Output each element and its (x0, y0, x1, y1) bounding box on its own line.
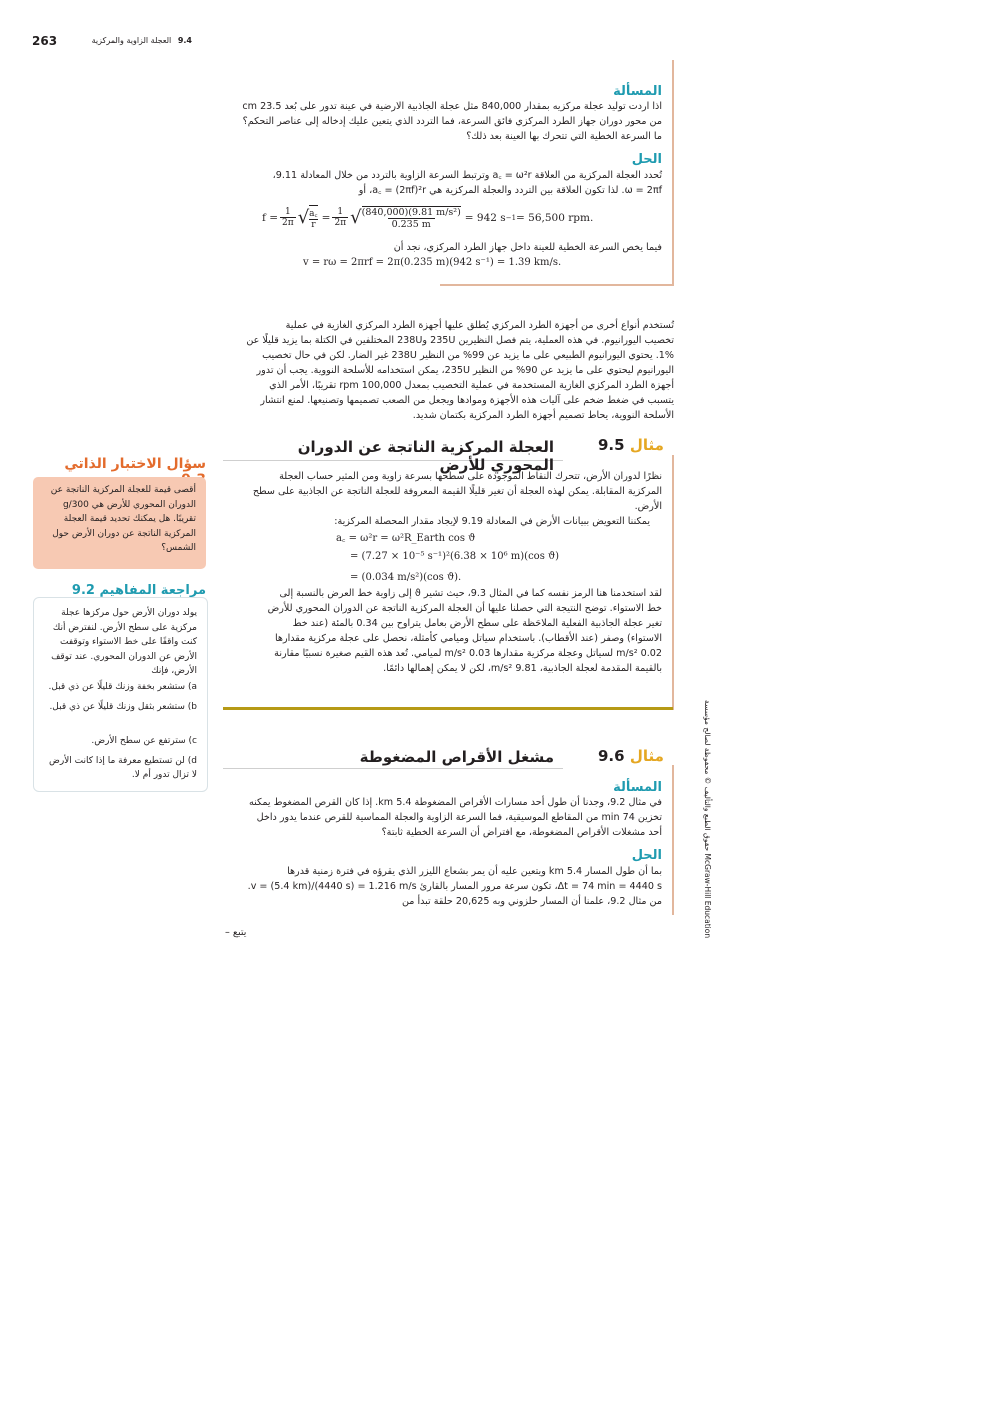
paragraph-line: 1%. يحتوي اليورانيوم الطبيعي على ما يزيد عن 99% من النظير 238U غير الضار. لكن في حال تخصيب (262, 350, 674, 361)
paragraph-line: لقد استخدمنا هنا الرمز نفسه كما في المثال 9.3، حيث تشير ϑ إلى زاوية خط العرض بالنسبة إلى (279, 588, 662, 599)
example-95-intro (222, 469, 662, 529)
example-bottom-rule (440, 284, 674, 286)
text-line: الدوران المحوري للأرض هي g/300 (62, 499, 196, 510)
frac-den: 2π (282, 218, 294, 228)
text-line: مركزية على سطح الأرض. لنفترض أنك (52, 622, 197, 633)
paragraph-line: يتسبب في ضغط ضخم على آليات هذه الأجهزة وموادها ويجعل من الصعب تصميمها وتصنيعها. لمنع انتشار (260, 395, 674, 406)
paragraph-line: الاستواء) وصفر (عند الأقطاب). باستخدام سياتل وميامي كأمثلة، نحصل على عجلة مركزية مقدارها (274, 633, 662, 644)
page-header (32, 34, 192, 50)
page-number: 263 (32, 34, 58, 48)
frac-num: 1 (284, 207, 291, 217)
text-line: تقريبًا. هل يمكنك تحديد قيمة العجلة (63, 514, 196, 524)
frac-den: r (311, 220, 316, 230)
example-95-label (598, 436, 664, 454)
eq-sup: −1 (505, 213, 517, 222)
text-line: المركزية الناتجة عن دوران الأرض حول (52, 528, 196, 539)
self-test-heading: سؤال الاختبار الذاتي (64, 456, 206, 472)
problem-heading: المسألة (613, 84, 662, 99)
text-line: الأرض، فإنك (151, 666, 197, 676)
example-95-side-rule (672, 455, 674, 710)
copyright-credit: حقوق الطبع والتأليف © محفوظة لصالح مؤسسة McGraw-Hill Education (703, 700, 712, 939)
problem-96-text (222, 795, 662, 840)
section-number: 9.4 (177, 36, 192, 45)
example-number: 9.5 (598, 436, 625, 454)
example-number: 9.6 (598, 747, 625, 765)
solution-96-heading: الحل (631, 848, 662, 863)
frac-den: 2π (334, 218, 347, 228)
equation-95-line1: a꜀ = ω²r = ω²R_Earth cos ϑ (336, 533, 476, 544)
equation-95-line2: = (7.27 × 10⁻⁵ s⁻¹)²(6.38 × 10⁶ m)(cos ϑ) (350, 551, 560, 562)
text-line: يولد دوران الأرض حول مركزها عجلة (61, 608, 197, 618)
frac-num: (840,000)(9.81 m/s²) (361, 206, 461, 218)
paragraph-line: الأرض. (634, 501, 662, 512)
option-text: ستشعر بثقل وزنك قليلًا عن ذي قبل. (49, 702, 185, 712)
example-96-side-rule (672, 765, 674, 915)
paragraph-line: المركزية المقابلة. يمكن لهذه العجلة أن تغير قليلًا القيمة المعروفة للعجلة الناتجة عن الجاذبية على سطح (252, 486, 662, 497)
frac-den: 0.235 m (388, 218, 435, 230)
paragraph-line: من مثال 9.2، علمنا أن المسار حلزوني وبه 20,625 حلقة تبدأ من (401, 896, 662, 907)
example-label: مثال (629, 747, 664, 765)
text-line: الشمس؟ (161, 543, 196, 553)
equation-linear-speed: v = rω = 2πrf = 2π(0.235 m)(942 s⁻¹) = 1.39 km/s. (303, 257, 562, 268)
concept-review-stem (34, 598, 207, 679)
solution-line: تُحدد العجلة المركزية من العلاقة a꜀ = ω²r وترتبط السرعة الزاوية بالتردد من خلال المعادلة 9.11، (272, 170, 662, 181)
option-text: ستشعر بخفة وزنك قليلًا عن ذي قبل. (48, 682, 186, 692)
radical-numeric (362, 206, 461, 230)
paragraph-line: Δt = 74 min = 4440 s، تكون سرعة مرور المسار بالقارئ v = (5.4 km)/(4440 s) = 1.216 m/s. (247, 881, 662, 892)
eq-rpm: = 56,500 rpm. (516, 211, 594, 224)
paragraph-line: تخزين 74 min من المقاطع الموسيقية، فما السرعة الزاوية والعجلة المماسية للقرص عندما يدور داخل (256, 812, 662, 823)
paragraph-line: نظرًا لدوران الأرض، تتحرك النقاط الموجودة على سطحها بسرعة زاوية ومن المثير حساب العجلة (279, 471, 662, 482)
section-title: العجلة الزاوية والمركزية (91, 36, 172, 45)
solution-text (192, 168, 662, 198)
option-letter: b (191, 702, 197, 712)
paragraph-line: في مثال 9.2، وجدنا أن طول أحد مسارات الأقراص المضغوطة 5.4 km. إذا كان القرص المضغوط يمكنه (249, 797, 662, 808)
option-d[interactable]: d) لن تستطيع معرفة ما إذا كانت الأرض لا تزال تدور أم لا. (48, 756, 197, 780)
example-95-bottom-rule (223, 707, 673, 710)
centrifuge-paragraph (222, 318, 674, 423)
paragraph-line: يمكننا التعويض ببيانات الأرض في المعادلة 9.19 لإيجاد مقدار المحصلة المركزية: (334, 516, 650, 527)
self-test-box (33, 477, 206, 569)
example-96-title: مشغل الأقراص المضغوطة (359, 748, 554, 766)
frac-1-over-2pi (280, 207, 296, 228)
option-a[interactable]: a) ستشعر بخفة وزنك قليلًا عن ذي قبل. (48, 682, 197, 692)
problem-96-heading: المسألة (613, 780, 662, 795)
paragraph-line: خط الاستواء. توضح النتيجة التي حصلنا عليها أن العجلة المركزية الناتجة عن الدوران المحوري للأرض (267, 603, 662, 614)
problem-text (192, 99, 662, 144)
eq-f: f = (262, 211, 279, 224)
example-95-title: العجلة المركزية الناتجة عن الدوران المحوري للأرض (297, 438, 554, 474)
running-head (92, 36, 192, 45)
paragraph-line: تغير عجلة الجاذبية الفعلية الملاحَظة على سطح الأرض بعامل يتراوح بين 0.34 بالمئة (عند خط (292, 618, 662, 629)
option-letter: c (192, 736, 197, 746)
solution-line: ω = 2πf. لذا تكون العلاقة بين التردد والعجلة المركزية هي a꜀ = (2πf)²r، أو (358, 185, 662, 196)
option-letter: a (191, 682, 197, 692)
radical-ac-over-r (309, 205, 317, 230)
solution-line3: فيما يخص السرعة الخطية للعينة داخل جهاز الطرد المركزي، نجد أن (393, 242, 662, 253)
problem-line: من محور دوران جهاز الطرد المركزي فائق السرعة، فما التردد الذي يتعين عليك إدخاله إلى عناصر التحكم؟ (242, 116, 662, 127)
paragraph-line: تخصيب اليورانيوم. في هذه العملية، يتم فصل النظيرين 235U و238U المختلفين في الكتلة بما يزيد قليلًا عن (246, 335, 674, 346)
paragraph-line: تُستخدم أنواع أخرى من أجهزة الطرد المركزي يُطلق عليها أجهزة الطرد المركزي الغازية في عملية (285, 320, 674, 331)
example-95-body (222, 586, 662, 676)
paragraph-line: 0.02 m/s² لسياتل وعجلة مركزية مقدارها 0.03 m/s² لميامي. تُعد هذه القيم صغيرة نسبيًا مقارنة (274, 648, 662, 659)
problem-line: اذا اردت توليد عجلة مركزيه بمقدار 840,000 مثل عجلة الجاذبية الارضية في عينة تدور على بُعد 23.5 cm (242, 101, 662, 112)
concept-review-box (33, 597, 208, 792)
equation-frequency: f = $\frac{1}{2\pi}$ √ $\frac{a꜀}{r}$ = $\frac{1}{2\pi}$ √ $\frac{\text{(840,000)(9.81 m/s²)}}{0.235 m}$ = 942 s −1 = 56,500 rpm. (262, 206, 594, 230)
example-label: مثال (629, 436, 664, 454)
text-line: كنت واقفًا على خط الاستواء وتوقفت (59, 637, 197, 647)
solution-96-text (222, 864, 662, 909)
option-letter: d (191, 756, 197, 766)
paragraph-line: أجهزة الطرد المركزي الغازية المستخدمة في عملية التخصيب بمعدل 100,000 rpm تقريبًا، الأمر الذي (269, 380, 674, 391)
continued-marker: يتبع – (225, 927, 247, 938)
paragraph-line: الأسلحة النووية، يحاط تصميم أجهزة الطرد المركزية بكتمان شديد. (412, 410, 674, 421)
equation-95-line3: = (0.034 m/s²)(cos ϑ). (350, 572, 462, 583)
eq-result: = 942 s (464, 211, 506, 224)
example-side-rule (672, 60, 674, 285)
paragraph-line: بالقيمة المقدمة لعجلة الجاذبية، 9.81 m/s²، لكن لا يمكن إهمالها دائمًا. (383, 663, 662, 674)
option-c[interactable]: c) سترتفع عن سطح الأرض. (91, 736, 197, 746)
text-line: أقصى قيمة للعجلة المركزية الناتجة عن (50, 485, 196, 495)
paragraph-line: اليورانيوم ليحتوي على ما يزيد عن 90% من النظير 235U، يمكن استخدامه للأسلحة النووية. يجب أن تدور (256, 365, 674, 376)
solution-heading: الحل (631, 152, 662, 167)
frac-1-over-2pi-b (332, 207, 348, 228)
example-96-label (598, 747, 664, 765)
concept-review-heading: مراجعة المفاهيم 9.2 (71, 583, 206, 598)
problem-line: ما السرعة الخطية التي تتحرك بها العينة بعد ذلك؟ (466, 131, 662, 142)
text-line: الأرض عن الدوران المحوري. عند توقف (51, 651, 197, 662)
frac-num: a꜀ (309, 209, 318, 219)
option-text: سترتفع عن سطح الأرض. (91, 736, 186, 746)
self-test-text (33, 477, 206, 556)
paragraph-line: أحد مشغلات الأقراص المضغوطة، مع افتراض أن السرعة الخطية ثابتة؟ (381, 827, 662, 838)
frac-num: 1 (337, 207, 344, 217)
option-text: لن تستطيع معرفة ما إذا كانت الأرض لا تزال تدور أم لا. (48, 756, 197, 780)
option-b[interactable]: b) ستشعر بثقل وزنك قليلًا عن ذي قبل. (49, 702, 197, 712)
example-96-top-rule (223, 768, 563, 769)
paragraph-line: بما أن طول المسار 5.4 km ويتعين عليه أن يمر بشعاع الليزر الذي يقرؤه في فترة زمنية قدرها (287, 866, 662, 877)
